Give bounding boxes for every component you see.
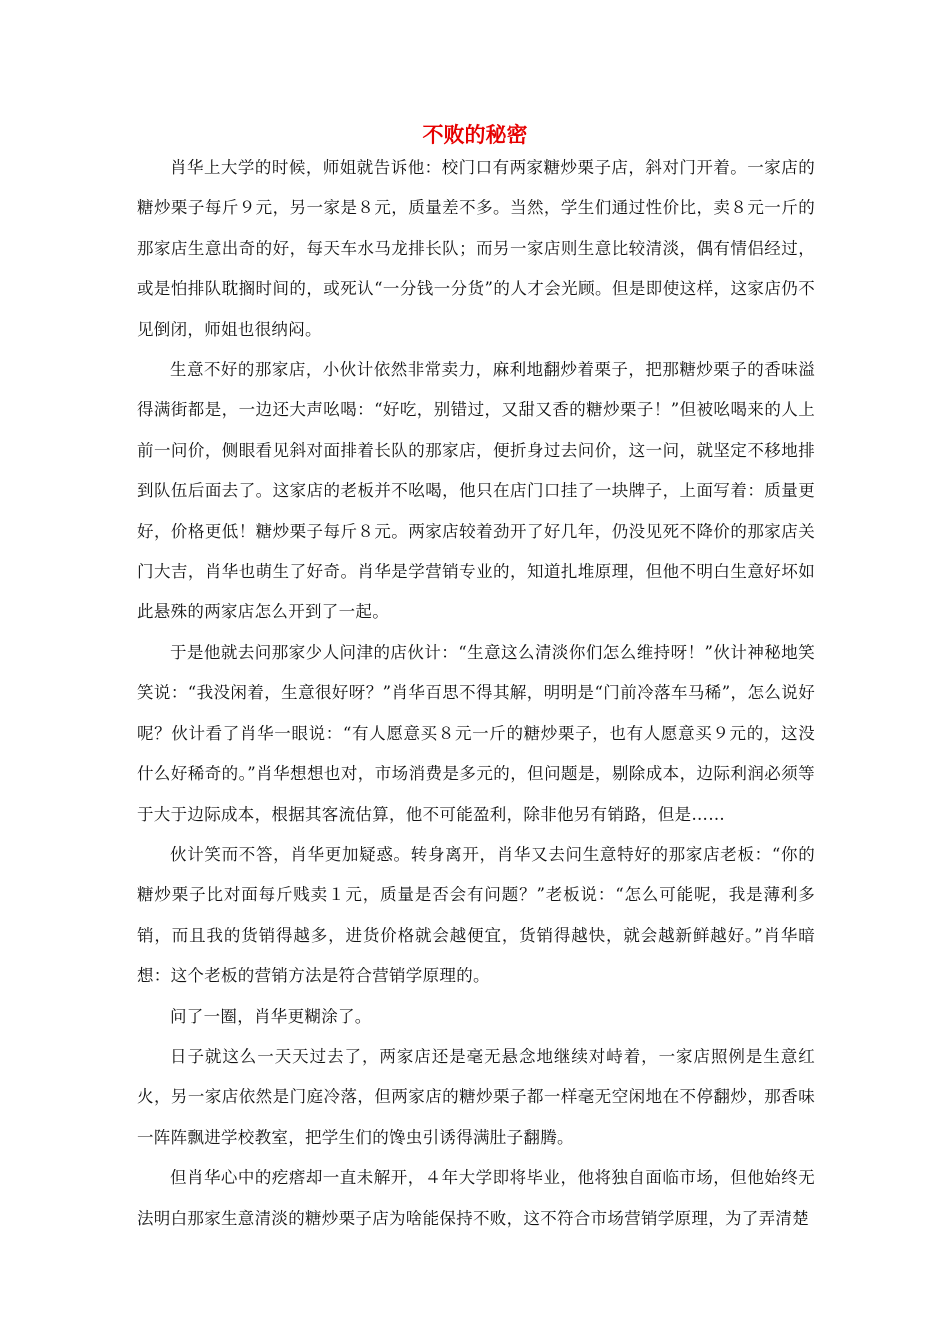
paragraph-3: 于是他就去问那家少人问津的店伙计：“生意这么清淡你们怎么维持呀！”伙计神秘地笑笑说：“我没闲着，生意很好呀？”肖华百思不得其解，明明是“门前冷落车马稀”，怎么说好呢？伙计看了肖华一眼说：“有人愿意买８元一斤的糖炒栗子，也有人愿意买９元的，这没什么好稀奇的。”肖华想想也对，市场消费是多元的，但问题是，剔除成本，边际利润必须等于大于边际成本，根据其客流估算，他不可能盈利，除非他另有销路，但是…… [137,642,815,824]
paragraph-4: 伙计笑而不答，肖华更加疑惑。转身离开，肖华又去问生意特好的那家店老板：“你的糖炒栗子比对面每斤贱卖１元，质量是否会有问题？”老板说：“怎么可能呢，我是薄利多销，而且我的货销得越多，进货价格就会越便宜，货销得越快，就会越新鲜越好。”肖华暗想：这个老板的营销方法是符合营销学原理的。 [137,844,815,986]
paragraph-1: 肖华上大学的时候，师姐就告诉他：校门口有两家糖炒栗子店，斜对门开着。一家店的糖炒栗子每斤９元，另一家是８元，质量差不多。当然，学生们通过性价比，卖８元一斤的那家店生意出奇的好，每天车水马龙排长队；而另一家店则生意比较清淡，偶有情侣经过，或是怕排队耽搁时间的，或死认“一分钱一分货”的人才会光顾。但是即使这样，这家店仍不见倒闭，师姐也很纳闷。 [137,158,815,339]
paragraph-2: 生意不好的那家店，小伙计依然非常卖力，麻利地翻炒着栗子，把那糖炒栗子的香味溢得满街都是，一边还大声吆喝：“好吃，别错过，又甜又香的糖炒栗子！”但被吆喝来的人上前一问价，侧眼看见斜对面排着长队的那家店，便折身过去问价，这一问，就坚定不移地排到队伍后面去了。这家店的老板并不吆喝，他只在店门口挂了一块牌子，上面写着：质量更好，价格更低！糖炒栗子每斤８元。两家店较着劲开了好几年，仍没见死不降价的那家店关门大吉，肖华也萌生了好奇。肖华是学营销专业的，知道扎堆原理，但他不明白生意好坏如此悬殊的两家店怎么开到了一起。 [137,360,815,622]
paragraph-7: 但肖华心中的疙瘩却一直未解开，４年大学即将毕业，他将独自面临市场，但他始终无法明白那家生意清淡的糖炒栗子店为啥能保持不败，这不符合市场营销学原理，为了弄清楚 [137,1168,815,1228]
paragraph-5: 问了一圈，肖华更糊涂了。 [170,1006,372,1026]
paragraph-6: 日子就这么一天天过去了，两家店还是毫无悬念地继续对峙着，一家店照例是生意红火，另一家店依然是门庭冷落，但两家店的糖炒栗子都一样毫无空闲地在不停翻炒，那香味一阵阵飘进学校教室，把学生们的馋虫引诱得满肚子翻腾。 [137,1046,815,1147]
article-body [137,148,815,1239]
article-title: 不败的秘密 [422,123,528,147]
